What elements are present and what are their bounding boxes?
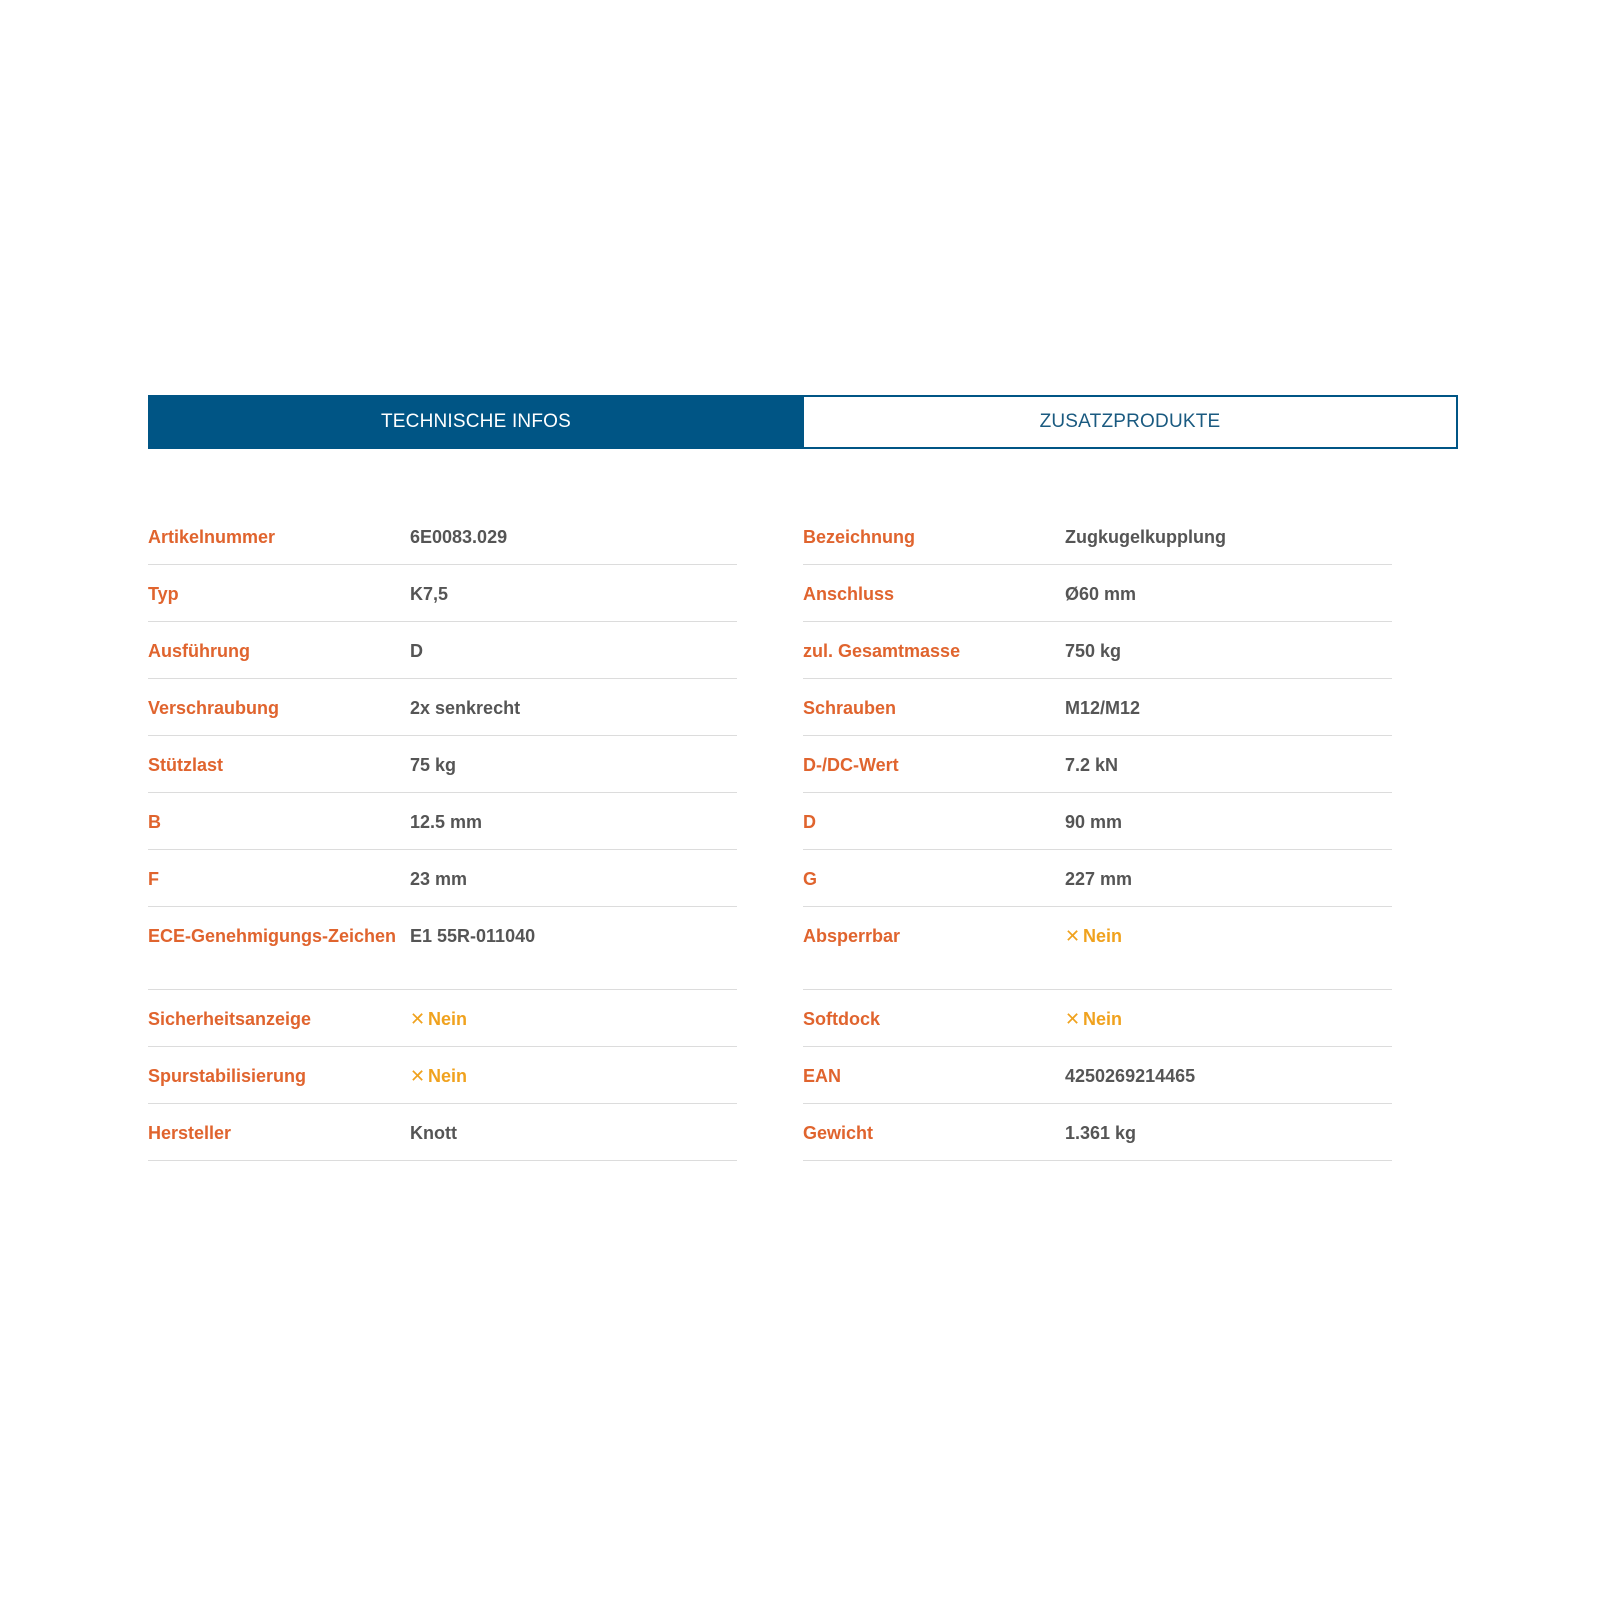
spec-label: Typ — [148, 584, 179, 604]
spec-label: G — [803, 869, 818, 889]
spec-row — [148, 679, 737, 736]
spec-value: M12/M12 — [1065, 698, 1141, 718]
no-text: Nein — [428, 1009, 468, 1029]
spec-label: B — [148, 812, 161, 832]
spec-row — [148, 990, 737, 1047]
spec-row — [803, 1047, 1392, 1104]
tab-bar — [148, 395, 1458, 449]
spec-value: 12.5 mm — [410, 812, 483, 832]
tab-zusatzprodukte[interactable]: ZUSATZPRODUKTE — [804, 395, 1458, 449]
spec-label: zul. Gesamtmasse — [803, 641, 961, 661]
spec-row — [803, 679, 1392, 736]
spec-value: 1.361 kg — [1065, 1123, 1137, 1143]
spec-value: Zugkugelkupplung — [1065, 527, 1226, 547]
spec-value: 227 mm — [1065, 869, 1133, 889]
spec-row — [803, 565, 1392, 622]
spec-row — [803, 793, 1392, 850]
spec-value: Knott — [410, 1123, 457, 1143]
spec-value: 75 kg — [410, 755, 457, 775]
spec-row — [148, 907, 737, 990]
spec-value: D — [410, 641, 423, 661]
spec-value: E1 55R-011040 — [410, 926, 536, 946]
no-text: Nein — [1083, 926, 1123, 946]
spec-row — [148, 565, 737, 622]
spec-value: K7,5 — [410, 584, 449, 604]
no-text: Nein — [1083, 1009, 1123, 1029]
spec-row — [148, 736, 737, 793]
spec-label: Anschluss — [803, 584, 895, 604]
spec-value: 7.2 kN — [1065, 755, 1119, 775]
spec-label: ECE-Genehmigungs-Zeichen — [148, 926, 397, 946]
spec-column-left — [148, 508, 737, 1161]
spec-label: Softdock — [803, 1009, 881, 1029]
spec-value: 2x senkrecht — [410, 698, 521, 718]
spec-label: D — [803, 812, 816, 832]
spec-label: Bezeichnung — [803, 527, 916, 547]
x-icon: ✕ — [1065, 926, 1081, 946]
spec-row — [148, 793, 737, 850]
spec-label: Schrauben — [803, 698, 897, 718]
spec-row — [148, 1047, 737, 1104]
spec-row — [148, 508, 737, 565]
x-icon: ✕ — [410, 1009, 426, 1029]
spec-table — [148, 508, 1392, 1161]
no-text: Nein — [428, 1066, 468, 1086]
spec-label: Artikelnummer — [148, 527, 276, 547]
spec-value: 90 mm — [1065, 812, 1123, 832]
spec-value: 4250269214465 — [1065, 1066, 1196, 1086]
spec-label: Absperrbar — [803, 926, 901, 946]
spec-row — [803, 622, 1392, 679]
spec-value: 6E0083.029 — [410, 527, 508, 547]
spec-row — [803, 736, 1392, 793]
spec-row — [803, 850, 1392, 907]
spec-label: Gewicht — [803, 1123, 874, 1143]
spec-row — [803, 990, 1392, 1047]
spec-label: Spurstabilisierung — [148, 1066, 307, 1086]
tab-technische-infos[interactable]: TECHNISCHE INFOS — [148, 395, 804, 449]
spec-label: Stützlast — [148, 755, 224, 775]
spec-value: Ø60 mm — [1065, 584, 1137, 604]
spec-row — [148, 850, 737, 907]
spec-row — [148, 622, 737, 679]
spec-row — [803, 1104, 1392, 1161]
spec-value-no — [410, 1064, 737, 1089]
spec-row — [803, 907, 1392, 990]
spec-value-no — [1065, 924, 1392, 975]
spec-value-no — [410, 1007, 737, 1032]
spec-row — [803, 508, 1392, 565]
x-icon: ✕ — [1065, 1009, 1081, 1029]
spec-label: EAN — [803, 1066, 842, 1086]
spec-value-no — [1065, 1007, 1392, 1032]
spec-label: Verschraubung — [148, 698, 280, 718]
spec-label: F — [148, 869, 159, 889]
spec-column-right — [803, 508, 1392, 1161]
spec-label: Hersteller — [148, 1123, 232, 1143]
spec-label: D-/DC-Wert — [803, 755, 899, 775]
spec-row — [148, 1104, 737, 1161]
spec-label: Sicherheitsanzeige — [148, 1009, 312, 1029]
spec-label: Ausführung — [148, 641, 250, 661]
x-icon: ✕ — [410, 1066, 426, 1086]
spec-value: 23 mm — [410, 869, 468, 889]
spec-value: 750 kg — [1065, 641, 1122, 661]
